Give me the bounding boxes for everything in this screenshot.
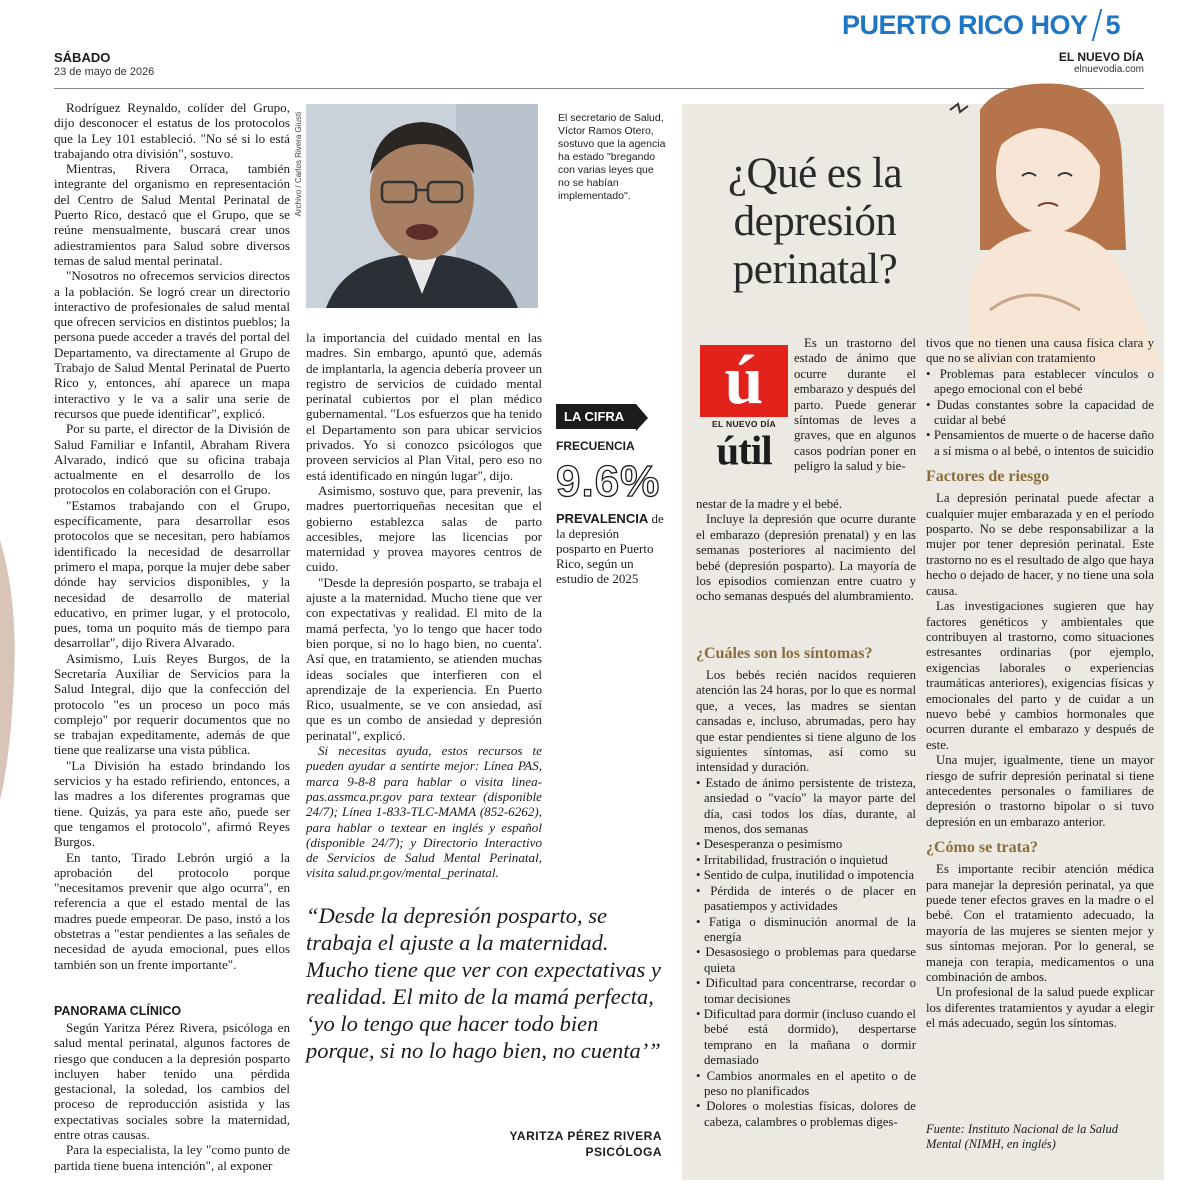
paragraph: Los bebés recién nacidos requieren atención las 24 horas, por lo que es normal que, a veces, las madres se sientan cansadas e, incluso, abrumadas, pero hay que estar pendientes si tiene alguno de los siguientes síntomas, así como su intensidad y duración. bbox=[696, 668, 916, 775]
box-intro bbox=[794, 336, 916, 475]
list-item: • Dolores o molestias físicas, dolores de cabeza, calambres o problemas diges- bbox=[696, 1099, 916, 1130]
list-item: • Desesperanza o pesimismo bbox=[696, 837, 916, 852]
portrait-photo bbox=[306, 104, 538, 308]
page-number: 5 bbox=[1105, 9, 1121, 40]
section-header bbox=[842, 8, 1121, 42]
list-item: • Dificultad para concentrarse, recordar o tomar decisiones bbox=[696, 976, 916, 1007]
article-subhead: PANORAMA CLÍNICO bbox=[54, 1004, 182, 1018]
stat-description: PREVALENCIA de la depresión posparto en Puerto Rico, según un estudio de 2025 bbox=[556, 511, 664, 586]
article-column-1 bbox=[54, 100, 290, 972]
article-column-2 bbox=[306, 330, 542, 881]
list-item: • Pensamientos de muerte o de hacerse daño a sí misma o al bebé, o intentos de suicidio bbox=[926, 428, 1154, 459]
quote-author: YARITZA PÉREZ RIVERA bbox=[509, 1129, 662, 1143]
paragraph: Asimismo, Luis Reyes Burgos, de la Secretaría Auxiliar de Servicios para la Salud Integral, dijo que la confección del protocolo "es un proceso un poco más complejo" por requerir documentos que no se trabajan expeditamente, además de que tiene que realizarse una vista pública. bbox=[54, 650, 290, 758]
paragraph: Asimismo, sostuvo que, para prevenir, las madres puertorriqueñas necesitan que el gobierno establezca salas de parto accesibles, mejore las licencias por maternidad y provea mayores centros de cuido. bbox=[306, 482, 542, 575]
pregnant-woman-illustration bbox=[930, 80, 1164, 370]
photo-caption: El secretario de Salud, Víctor Ramos Otero, sostuvo que la agencia ha estado "bregando con varias leyes que no se habían implementado". bbox=[558, 112, 666, 202]
paragraph: "Desde la depresión posparto, se trabaja el ajuste a la maternidad. Mucho tiene que ver con expectativas y realidad. El mito de la mamá perfecta, 'yo lo tengo que hacer todo bien porque, si no lo hago bien, no cuenta'. Así que, en tratamiento, se atienden muchas ideas sociales que interfieren con el aprendizaje de la experiencia. En Puerto Rico, usualmente, se ve con ansiedad, así que es un combo de ansiedad y depresión perinatal", explicó. bbox=[306, 574, 542, 743]
paragraph: Para la especialista, la ley "como punto de partida tiene buena intención", al exponer bbox=[54, 1142, 290, 1173]
logo-word: útil bbox=[716, 427, 772, 473]
box-column-right bbox=[926, 336, 1154, 1032]
paragraph: Es un trastorno del estado de ánimo que ocurre durante el embarazo y después del parto. Puede generar síntomas de leves a graves, que en algunos casos podrían poner en peligro la salud y bie- bbox=[794, 336, 916, 474]
paragraph: Mientras, Rivera Orraca, también integrante del organismo en representación del Centro de Salud Mental Perinatal de Puerto Rico, destacó que el Grupo, que se reúne mensualmente, buscará crear unos adiestramientos para Salud sobre diversos temas de salud mental perinatal. bbox=[54, 161, 290, 268]
paragraph: Un profesional de la salud puede explicar los diferentes tratamientos y ayudar a elegir el más adecuado, según los síntomas. bbox=[926, 985, 1154, 1031]
paragraph: tivos que no tienen una causa física clara y que no se alivian con tratamiento bbox=[926, 336, 1154, 366]
stat-tag: LA CIFRA bbox=[556, 404, 636, 429]
paragraph: "La División ha estado brindando los servicios y ha estado refiriendo, entonces, a las madres a los diferentes programas que tiene. Quizás, ya para este año, puede ser que tengamos el protocolo", afirmó Reyes Burgos. bbox=[54, 757, 290, 850]
paragraph: Por su parte, el director de la División de Salud Familiar e Infantil, Abraham Rivera Alvarado, indicó que su oficina trabaja actualmente en el desarrollo de los protocolos en colaboración con el Grupo. bbox=[54, 421, 290, 498]
source-note: Fuente: Instituto Nacional de la Salud Mental (NIMH, en inglés) bbox=[926, 1122, 1118, 1151]
symptoms-section bbox=[696, 636, 916, 1130]
list-item: • Problemas para establecer vínculos o apego emocional con el bebé bbox=[926, 367, 1154, 398]
photo-credit: Archivo / Carlos Rivera Giusti bbox=[294, 112, 303, 217]
symptoms-heading: ¿Cuáles son los síntomas? bbox=[696, 645, 873, 662]
list-item: • Pérdida de interés o de placer en pasatiempos y actividades bbox=[696, 884, 916, 915]
paragraph: Según Yaritza Pérez Rivera, psicóloga en salud mental perinatal, algunos factores de riesgo que conducen a la depresión posparto incluyen haber tenido una pérdida gestacional, la soledad, los cambios del proceso de reproducción asistida y las expectativas sociales sobre la maternidad, entre otras causas. bbox=[54, 1020, 290, 1143]
list-item: • Cambios anormales en el apetito o de peso no planificados bbox=[696, 1069, 916, 1100]
section-title: PUERTO RICO HOY bbox=[842, 9, 1088, 40]
pull-quote: “Desde la depresión posparto, se trabaja el ajuste a la maternidad. Mucho tiene que ver con expectativas y realidad. El mito de la mamá perfecta, ‘yo lo tengo que hacer todo bien porque, si no lo hago bien, no cuenta’” bbox=[306, 903, 661, 1063]
paragraph: la importancia del cuidado mental en las madres. Sin embargo, apuntó que, además de implantarla, la agencia debería proveer un registro de servicios de cuidado mental perinatal cubiertos por el plan médico gubernamental. "Los esfuerzos que ha tenido el Departamento son para ubicar servicios privados. Yo si conozco psicólogos que proveen servicios al Plan Vital, pero eso no está identificado en ningún lugar", dijo. bbox=[306, 330, 542, 483]
paragraph: Rodríguez Reynaldo, colíder del Grupo, dijo desconocer el estatus de los protocolos que la Ley 101 estableció. "No sé si lo está trabajando otra división", sostuvo. bbox=[54, 100, 290, 161]
paragraph: Una mujer, igualmente, tiene un mayor riesgo de sufrir depresión perinatal si tiene antecedentes personales o familiares de depresión o trastorno bipolar o si tuvo depresión en un embarazo anterior. bbox=[926, 753, 1154, 829]
util-logo bbox=[700, 342, 788, 473]
face-edge-image bbox=[0, 0, 24, 1180]
issue-date: 23 de mayo de 2026 bbox=[54, 66, 155, 78]
risk-heading: Factores de riesgo bbox=[926, 468, 1050, 486]
paragraph: Es importante recibir atención médica para manejar la depresión perinatal, ya que puede tener efectos graves en la madre o el bebé. Con el tratamiento adecuado, la mayoría de las mujeres se sienten mejor y sus síntomas mejoran. Por lo general, se maneja con terapia, medicamentos o una combinación de ambos. bbox=[926, 862, 1154, 985]
treatment-heading: ¿Cómo se trata? bbox=[926, 839, 1038, 857]
list-item: • Desasosiego o problemas para quedarse quieta bbox=[696, 945, 916, 976]
paragraph: "Estamos trabajando con el Grupo, específicamente, para desarrollar esos protocolos que se necesitan, pero habíamos identificado la necesidad de desarrollar primero el mapa, porque la mujer debe saber dónde hay servicios disponibles, y la necesidad de desarrollo de material educativo, en primer lugar, y el protocolo, pues, toma un poquito más de tiempo para desarrollar", dijo Rivera Alvarado. bbox=[54, 497, 290, 651]
logo-mark: ú bbox=[700, 345, 788, 417]
quote-attribution bbox=[476, 1128, 662, 1160]
help-resources: Si necesitas ayuda, estos recursos te pueden ayudar a sentirte mejor: Línea PAS, marca 9-8-8 para hablar o visita linea-pas.assmca.pr.gov para textear (disponible 24/7); Línea 1-833-TLC-MAMA (852-6262), para hablar o textear en inglés y español (disponible 24/7); y Directorio Interactivo de Servicios de Salud Mental Perinatal, visita salud.pr.gov/mental_perinatal. bbox=[306, 743, 542, 881]
paragraph: En tanto, Tirado Lebrón urgió a la aprobación del protocolo porque "necesitamos prevenir que algo ocurra", en referencia a que el estado mental de las madres puede empeorar. De paso, instó a los obstetras a "estar pendientes a las señales de necesidad de ayuda emocional, pues ellos también son un frente importante". bbox=[54, 849, 290, 972]
paragraph: Incluye la depresión que ocurre durante el embarazo (depresión prenatal) y en las semanas posteriores al nacimiento del bebé (depresión posparto). La mayoría de los episodios comienzan entre cuatro y ocho semanas después del alumbramiento. bbox=[696, 512, 916, 604]
stat-callout bbox=[556, 404, 666, 586]
header-divider bbox=[1091, 9, 1102, 41]
list-item: • Dificultad para dormir (incluso cuando el bebé está dormido), despertarse temprano en la mañana o dormir demasiado bbox=[696, 1007, 916, 1069]
paragraph: nestar de la madre y el bebé. bbox=[696, 497, 843, 511]
paper-masthead bbox=[1059, 50, 1144, 75]
issue-day: SÁBADO bbox=[54, 50, 111, 65]
list-item: • Estado de ánimo persistente de tristeza, ansiedad o "vacío" la mayor parte del día, casi todos los días, durante, al menos, dos semanas bbox=[696, 776, 916, 838]
quote-role: PSICÓLOGA bbox=[585, 1145, 662, 1159]
paper-name: EL NUEVO DÍA bbox=[1058, 50, 1144, 64]
stat-label: FRECUENCIA bbox=[556, 439, 635, 453]
box-title: ¿Qué es la depresión perinatal? bbox=[727, 150, 903, 293]
stat-value: 9.6% bbox=[556, 457, 661, 506]
paragraph: Las investigaciones sugieren que hay factores genéticos y ambientales que contribuyen al trastorno, como situaciones estresantes ordinarias (por ejemplo, exigencias laborales o experiencias traumáticas anteriores), exigencias físicas y emocionales del parto y de cuidar a un nuevo bebé y cambios hormonales que ocurren durante el embarazo y después de este. bbox=[926, 599, 1154, 752]
symptoms-list-cont bbox=[926, 367, 1154, 459]
symptoms-list bbox=[696, 776, 916, 1130]
paper-url: elnuevodia.com bbox=[1073, 64, 1144, 75]
logo-paper: EL NUEVO DÍA bbox=[712, 419, 776, 429]
list-item: • Fatiga o disminución anormal de la energía bbox=[696, 915, 916, 946]
list-item: • Sentido de culpa, inutilidad o impotencia bbox=[696, 868, 916, 883]
paragraph: La depresión perinatal puede afectar a cualquier mujer embarazada y en el período posparto. No se debe responsabilizar a la mujer por tener depresión perinatal. Este trastorno no es el resultado de algo que haya hecho o dejado de hacer, y no tiene una sola causa. bbox=[926, 491, 1154, 598]
paragraph: "Nosotros no ofrecemos servicios directos a la población. Se logró crear un directorio interactivo de profesionales de salud mental que ofrecen servicios en distintos pueblos; la persona puede acceder a través del portal del Departamento, va directamente al Grupo de Trabajo de Salud Mental Perinatal de Puerto Rico y, entonces, ahí aparece un mapa interactivo y le va a salir una serie de recursos que puede identificar", explicó. bbox=[54, 268, 290, 421]
box-intro-cont bbox=[696, 497, 916, 605]
list-item: • Irritabilidad, frustración o inquietud bbox=[696, 853, 916, 868]
list-item: • Dudas constantes sobre la capacidad de cuidar al bebé bbox=[926, 398, 1154, 429]
article-column-1b bbox=[54, 1020, 290, 1173]
